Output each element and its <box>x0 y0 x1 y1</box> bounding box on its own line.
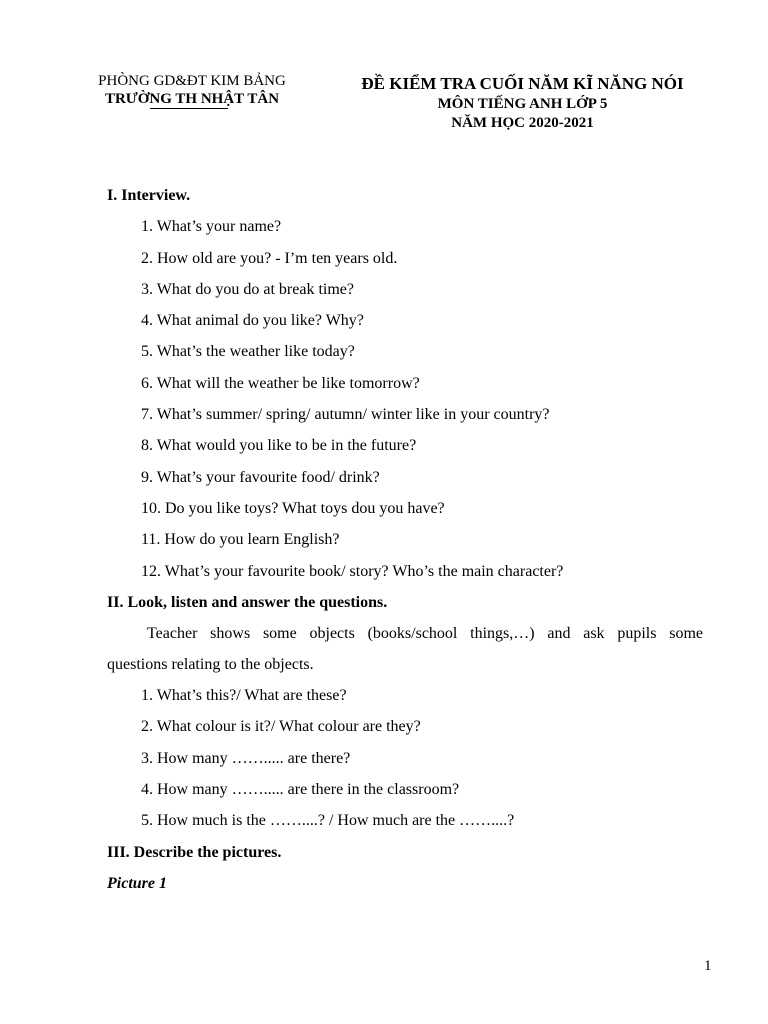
object-question: 2. What colour is it?/ What colour are they? <box>141 718 421 736</box>
interview-question: 12. What’s your favourite book/ story? Who’s the main character? <box>141 562 564 580</box>
department-name: PHÒNG GD&ĐT KIM BẢNG <box>98 73 286 89</box>
interview-question: 10. Do you like toys? What toys dou you have? <box>141 499 445 517</box>
school-name: TRƯỜNG TH NHẬT TÂN <box>104 91 280 107</box>
object-question: 4. How many ……..... are there in the classroom? <box>141 781 460 799</box>
interview-question: 8. What would you like to be in the future? <box>141 437 417 455</box>
school-year: NĂM HỌC 2020-2021 <box>451 115 594 131</box>
section-1-heading: I. Interview. <box>107 187 191 204</box>
object-question: 3. How many ……..... are there? <box>141 749 351 767</box>
exam-subject: MÔN TIẾNG ANH LỚP 5 <box>437 96 608 112</box>
interview-question: 4. What animal do you like? Why? <box>141 312 364 330</box>
document-body <box>107 180 703 899</box>
header-left <box>92 72 292 109</box>
interview-question: 9. What’s your favourite food/ drink? <box>141 468 380 486</box>
instruction-paragraph-line-2: questions relating to the objects. <box>107 656 314 674</box>
object-question: 5. How much is the ……....? / How much are the ……....? <box>141 812 515 830</box>
interview-question: 7. What’s summer/ spring/ autumn/ winter like in your country? <box>141 406 550 424</box>
interview-question: 2. How old are you? - I’m ten years old. <box>141 249 398 267</box>
header-underline <box>150 108 228 109</box>
interview-question: 5. What’s the weather like today? <box>141 343 355 361</box>
section-3-heading: III. Describe the pictures. <box>107 843 282 861</box>
object-question: 1. What’s this?/ What are these? <box>141 687 347 705</box>
section-2-heading: II. Look, listen and answer the questions. <box>107 593 388 611</box>
header-right <box>335 73 710 133</box>
interview-question: 11. How do you learn English? <box>141 531 340 549</box>
interview-question: 3. What do you do at break time? <box>141 280 354 298</box>
interview-question: 6. What will the weather be like tomorrow? <box>141 374 420 392</box>
exam-title: ĐỀ KIỂM TRA CUỐI NĂM KĨ NĂNG NÓI <box>361 74 684 93</box>
instruction-paragraph-line-1: Teacher shows some objects (books/school things,…) and ask pupils some <box>147 625 703 643</box>
page-number: 1 <box>704 958 712 974</box>
picture-label: Picture 1 <box>107 874 167 892</box>
interview-question: 1. What’s your name? <box>141 218 282 236</box>
